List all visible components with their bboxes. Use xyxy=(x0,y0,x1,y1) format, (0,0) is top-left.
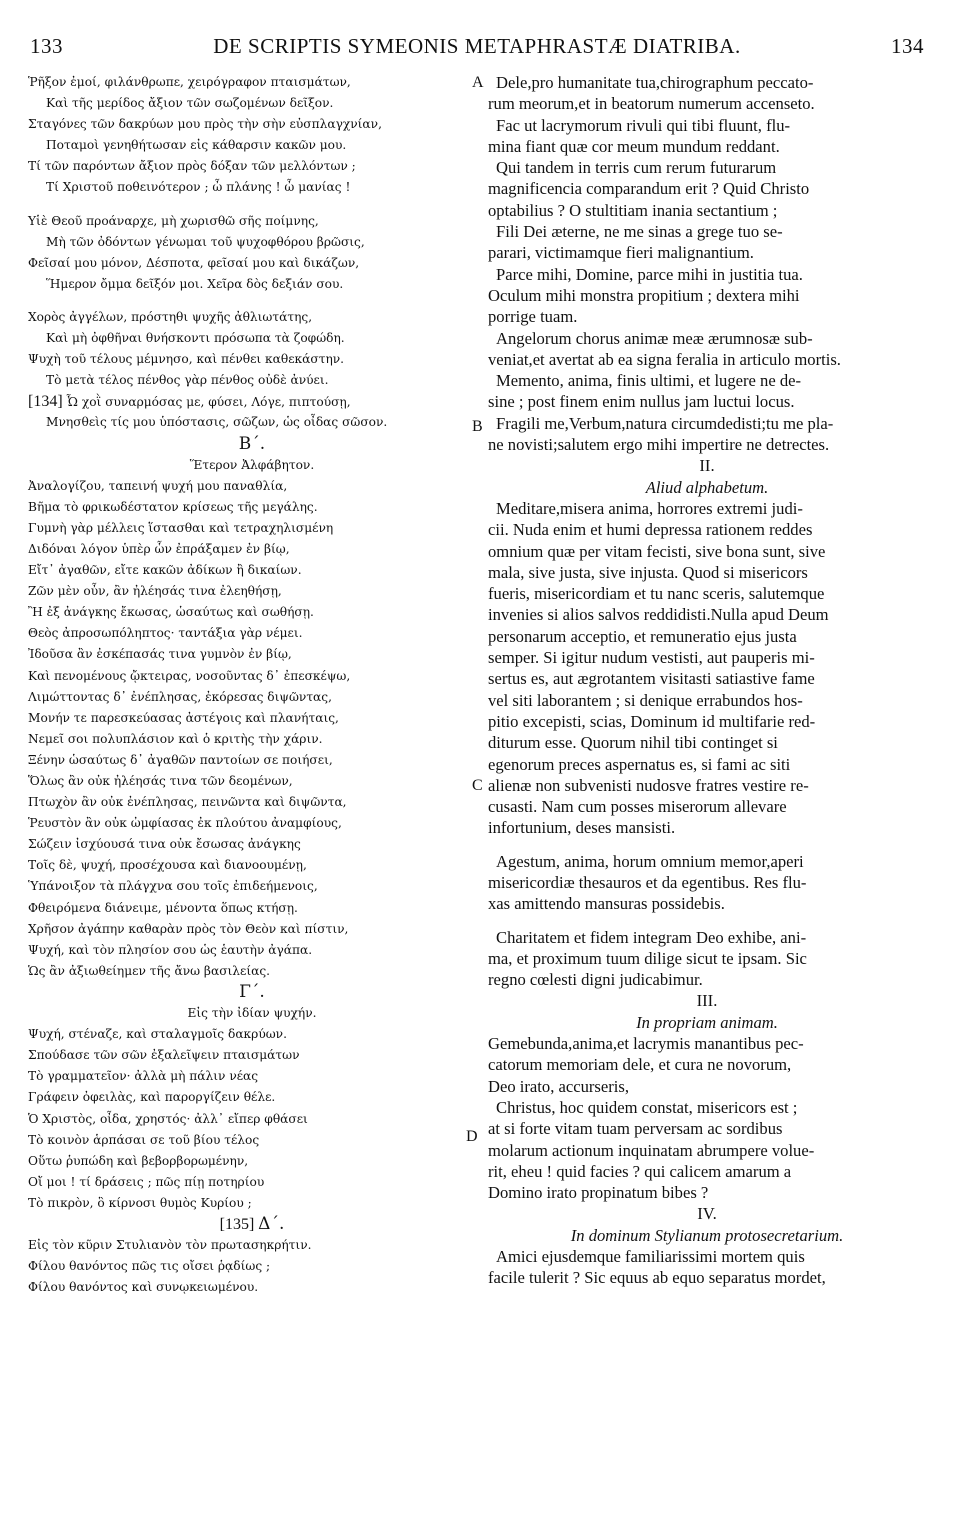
section-numeral-d: Δ΄. xyxy=(258,1213,285,1234)
latin-line: Oculum mihi monstra propitium ; dextera mihi xyxy=(488,285,800,305)
latin-line: Fragili me,Verbum,natura circumdedisti;tu me pla- xyxy=(496,413,834,433)
greek-line: Τὸ μετὰ τέλος πένθος γὰρ πένθος οὐδὲ ἀνύει. xyxy=(46,373,329,388)
greek-line: Τὸ γραμματεῖον· ἀλλὰ μὴ πάλιν νέας xyxy=(28,1069,259,1084)
greek-line: Ἥμερον ὄμμα δεῖξόν μοι. Χεῖρα δὸς δεξιάν σου. xyxy=(46,276,344,291)
greek-line: Χορὸς ἀγγέλων, πρόστηθι ψυχῆς ἀθλιωτάτης, xyxy=(28,309,313,324)
greek-line: Ὡς ἂν ἀξιωθείημεν τῆς ἄνω βασιλείας. xyxy=(28,963,271,978)
latin-line: Parce mihi, Domine, parce mihi in justitia tua. xyxy=(496,264,803,284)
latin-line: facile tulerit ? Sic equus ab equo separatus mordet, xyxy=(488,1268,826,1288)
latin-line: Deo irato, accurseris, xyxy=(488,1076,629,1096)
latin-line: regno cœlesti digni judicabimur. xyxy=(488,970,703,990)
margin-marker-c: C xyxy=(472,777,483,794)
greek-line: Φεῖσαί μου μόνον, Δέσποτα, φεῖσαί μου καὶ δικάζων, xyxy=(28,255,360,270)
greek-line: Μονήν τε παρεσκεύασας ἀστέγοις καὶ πλανήταις, xyxy=(28,710,339,725)
greek-line: Διδόναι λόγον ὑπὲρ ὧν ἐπράξαμεν ἐν βίῳ, xyxy=(28,541,290,556)
latin-line: Agestum, anima, horum omnium memor,aperi xyxy=(496,851,804,871)
greek-line: Καὶ πενομένους ᾤκτειρας, νοσοῦντας δ᾽ ἐπεσκέψω, xyxy=(28,668,351,683)
margin-marker-b: B xyxy=(472,418,483,435)
section-numeral-g: Γ΄. xyxy=(239,981,265,1002)
latin-line: vel siti laborantem ; si denique errabundos hos- xyxy=(488,690,803,710)
section-numeral-iii: III. xyxy=(696,991,718,1011)
latin-line: sertus es, aut ægrotantem visitasti satiastive fame xyxy=(488,669,815,689)
latin-line: xas amittendo mansuras possidebis. xyxy=(488,894,725,914)
latin-line: Memento, anima, finis ultimi, et lugere ne de- xyxy=(496,371,802,391)
latin-line: catorum memoriam dele, et cura ne novorum, xyxy=(488,1055,792,1075)
latin-line: egenorum preces aspernatus es, si fami ac siti xyxy=(488,754,791,774)
latin-line: Amici ejusdemque familiarissimi mortem quis xyxy=(496,1247,805,1267)
latin-line: alienæ non subvenisti nudosve fratres vestire re- xyxy=(488,775,809,795)
latin-line: cii. Nuda enim et humi depressa rationem reddes xyxy=(488,520,813,540)
greek-line: Ὅλως ἂν οὐκ ἠλέησάς τινα τῶν δεομένων, xyxy=(28,774,293,788)
greek-line: Τὸ πικρὸν, ὃ κίρνοσι θυμὸς Κυρίου ; xyxy=(28,1195,252,1210)
greek-line: Καὶ μὴ ὀφθῆναι θνήσκοντι πρόσωπα τὰ ζοφώδη. xyxy=(46,331,345,346)
latin-line: personarum acceptio, et remuneratio ejus justa xyxy=(488,626,797,646)
latin-line: mina fiant quæ cor meum mundum reddant. xyxy=(488,136,780,156)
greek-line: Μὴ τῶν ὀδόντων γένωμαι τοῦ ψυχοφθόρου βρῶσις, xyxy=(46,234,365,249)
greek-line: Εἴτ᾽ ἀγαθῶν, εἴτε κακῶν ἀδίκων ἢ δικαίων. xyxy=(28,563,302,578)
latin-line: Angelorum chorus animæ meæ ærumnosæ sub- xyxy=(496,328,813,348)
latin-line: Gemebunda,anima,et lacrymis manantibus pec- xyxy=(488,1034,804,1054)
greek-line: Χρῆσον ἀγάπην καθαρὰν πρὸς τὸν Θεὸν καὶ πίστιν, xyxy=(28,921,349,936)
greek-line: Ῥῆξον ἐμοί, φιλάνθρωπε, χειρόγραφον πταισμάτων, xyxy=(28,75,351,89)
greek-line: Γράφειν ὀφειλὰς, καὶ παροργίζειν θέλε. xyxy=(28,1090,276,1105)
greek-line: Γυμνὴ γὰρ μέλλεις ἵστασθαι καὶ τετραχηλισμένη xyxy=(28,520,334,535)
latin-line: Meditare,misera anima, horrores extremi judi- xyxy=(496,498,803,518)
latin-line: Fili Dei æterne, ne me sinas a grege tuo se- xyxy=(496,222,783,242)
latin-line: rit, eheu ! quid facies ? qui calicem amarum a xyxy=(488,1161,792,1181)
section-heading: Εἰς τὴν ἰδίαν ψυχήν. xyxy=(187,1006,317,1021)
latin-line: parari, victimamque fieri malignantium. xyxy=(488,243,754,263)
latin-line: Charitatem et fidem integram Deo exhibe, ani- xyxy=(496,927,807,947)
greek-line: Ῥευστὸν ἂν οὐκ ὠμφίασας ἐκ πλούτου ἀναμφίους, xyxy=(28,816,342,831)
bracket-page-ref-135: [135] xyxy=(219,1215,255,1233)
section-heading: In propriam animam. xyxy=(636,1012,778,1032)
section-heading: Ἕτερον Ἀλφάβητον. xyxy=(189,457,315,472)
greek-line: Τί τῶν παρόντων ἄξιον πρὸς δόξαν τῶν μελλόντων ; xyxy=(28,159,356,174)
greek-line: Ξένην ὡσαύτως δ᾽ ἀγαθῶν παντοίων σε ποιήσει, xyxy=(28,752,333,767)
latin-line: optabilius ? O stultitiam inania sectantium ; xyxy=(488,200,778,220)
latin-line: veniat,et avertat ab ea signa feralia in articulo mortis. xyxy=(488,349,841,369)
latin-line: misericordiæ thesauros et da egentibus. Res flu- xyxy=(488,872,807,892)
greek-line: Ψυχή, καὶ τὸν πλησίον σου ὡς ἑαυτὴν ἀγάπα. xyxy=(28,942,313,957)
greek-line: Ὁ Χριστὸς, οἶδα, χρηστός· ἀλλ᾽ εἴπερ φθάσει xyxy=(28,1111,308,1126)
greek-line: Θεὸς ἀπροσωπόληπτος· ταντάξια γὰρ νέμει. xyxy=(28,626,303,641)
latin-line: mala, sive justa, sive injusta. Quod si misericors xyxy=(488,562,808,582)
greek-line: Σώζειν ἰσχύουσά τινα οὐκ ἔσωσας ἀνάγκης xyxy=(28,837,301,852)
margin-marker-d: D xyxy=(466,1128,478,1145)
greek-line: Τὸ κοινὸν ἁρπάσαι σε τοῦ βίου τέλος xyxy=(28,1132,260,1147)
latin-column xyxy=(488,72,926,1289)
greek-line: Εἰς τὸν κῦριν Στυλιανὸν τὸν πρωτασηκρήτιν. xyxy=(28,1238,312,1253)
greek-line: Οἴ μοι ! τί δράσεις ; πῶς πίῃ ποτηρίου xyxy=(28,1174,265,1189)
latin-line: fueris, misericordiam et tu nanc sceris, salutemque xyxy=(488,584,825,604)
page-number-right: 134 xyxy=(891,34,924,58)
latin-line: ma, et proximum tuum dilige sicut te ipsam. Sic xyxy=(488,948,807,968)
latin-line: Domino irato propinatum bibes ? xyxy=(488,1183,709,1203)
latin-line: invenies si alios salvos reddidisti.Nulla apud Deum xyxy=(488,605,829,625)
greek-line: Ὑπάνοιξον τὰ πλάγχνα σου τοῖς ἐπιδεήμενοις, xyxy=(28,879,318,894)
greek-line: Σταγόνες τῶν δακρύων μου πρὸς τὴν σὴν εὐσπλαγχνίαν, xyxy=(28,117,382,132)
greek-line: Ψυχή, στέναζε, καὶ σταλαγμοῖς δακρύων. xyxy=(28,1027,287,1042)
section-numeral-b: Β΄. xyxy=(238,433,266,454)
greek-line: Ὦ χοῒ συναρμόσας με, φύσει, Λόγε, πιπτούσῃ, xyxy=(66,395,351,410)
section-heading: In dominum Stylianum protosecretarium. xyxy=(570,1225,844,1245)
greek-line: Μνησθεὶς τίς μου ὑπόστασις, σῶζων, ὡς οἶδας σῶσον. xyxy=(46,415,388,430)
running-header xyxy=(30,34,924,64)
greek-line: Φθειρόμενα διάνειμε, μένοντα ὅπως κτήσῃ. xyxy=(28,900,298,915)
greek-line: Τί Χριστοῦ ποθεινότερον ; ὦ πλάνης ! ὦ μανίας ! xyxy=(46,180,351,195)
greek-line: Ἰδοῦσα ἂν ἐσκέπασάς τινα γυμνὸν ἐν βίῳ, xyxy=(28,647,292,662)
latin-line: omnium quæ per vitam fecisti, sive bona sunt, sive xyxy=(488,541,826,561)
greek-line: Ποταμοὶ γενηθήτωσαν εἰς κάθαρσιν κακῶν μου. xyxy=(46,138,347,153)
latin-line: semper. Si igitur nudum vestisti, aut pauperis mi- xyxy=(488,648,815,668)
latin-line: at si forte vitam tuam perversam ac sordibus xyxy=(488,1119,783,1139)
section-numeral-ii: II. xyxy=(699,456,715,476)
latin-line: Christus, hoc quidem constat, misericors est ; xyxy=(496,1097,798,1117)
latin-line: diturum esse. Quorum nihil tibi continget si xyxy=(488,733,778,753)
latin-line: porrige tuam. xyxy=(488,307,578,327)
latin-line: sine ; post finem enim nullus jam luctui locus. xyxy=(488,392,795,412)
greek-line: Καὶ τῆς μερίδος ἄξιον τῶν σωζομένων δεῖξον. xyxy=(46,96,334,111)
greek-line: Ἢ ἐξ ἀνάγκης ἔκωσας, ὡσαύτως καὶ σωθήσῃ. xyxy=(28,605,314,620)
page-number-left: 133 xyxy=(30,34,63,58)
latin-line: infortunium, deses mansisti. xyxy=(488,818,676,838)
latin-line: Fac ut lacrymorum rivuli qui tibi fluunt, flu- xyxy=(496,115,791,135)
latin-line: ne novisti;salutem ergo mihi impertire ne detrectes. xyxy=(488,435,830,455)
latin-line: rum meorum,et in beatorum numerum accenseto. xyxy=(488,94,815,114)
section-heading: Aliud alphabetum. xyxy=(645,477,769,497)
greek-line: Ζῶν μὲν οὖν, ἂν ἠλέησάς τινα ἐλεηθήσῃ, xyxy=(28,584,282,599)
greek-line: Σπούδασε τῶν σῶν ἐξαλεῖψειν πταισμάτων xyxy=(28,1048,300,1063)
greek-line: Πτωχὸν ἂν οὐκ ἐνέπλησας, πεινῶντα καὶ διψῶντα, xyxy=(28,795,347,810)
greek-line: Φίλου θανόντος καὶ συνῳκειωμένου. xyxy=(28,1280,259,1295)
greek-line: Νεμεῖ σοι πολυπλάσιον καὶ ὁ κριτὴς τὴν χάριν. xyxy=(28,731,323,746)
bracket-page-ref-134: [134] xyxy=(28,393,63,411)
latin-line: Qui tandem in terris cum rerum futurarum xyxy=(496,158,777,178)
greek-line: Οὕτω ῥυπώδη καὶ βεβορβορωμένην, xyxy=(28,1153,249,1168)
latin-line: Dele,pro humanitate tua,chirographum peccato- xyxy=(496,73,814,92)
greek-line: Βῆμα τὸ φρικωδέστατον κρίσεως τῆς μεγάλης. xyxy=(28,499,318,514)
latin-line: pitio excepisti, scias, Dominum id multifarie red- xyxy=(488,711,816,731)
section-numeral-iv: IV. xyxy=(697,1204,717,1224)
greek-line: Φίλου θανόντος πῶς τις οἴσει ῥᾳδίως ; xyxy=(28,1259,271,1274)
running-title: DE SCRIPTIS SYMEONIS METAPHRASTÆ DIATRIBA. xyxy=(213,34,741,58)
margin-marker-a: A xyxy=(472,74,484,91)
greek-column xyxy=(28,72,476,1298)
latin-line: molarum actionum inquinatam abrumpere volue- xyxy=(488,1140,815,1160)
greek-line: Υἱὲ Θεοῦ προάναρχε, μὴ χωρισθῶ σῆς ποίμνης, xyxy=(28,213,319,228)
greek-line: Τοῖς δὲ, ψυχή, προσέχουσα καὶ διανοουμένῃ, xyxy=(28,858,307,873)
greek-line: Ψυχὴ τοῦ τέλους μέμνησο, καὶ πένθει καθεκάστην. xyxy=(28,352,345,367)
latin-line: magnificencia comparandum erit ? Quid Christo xyxy=(488,179,810,199)
latin-line: cusasti. Nam cum posses miserorum allevare xyxy=(488,797,787,817)
greek-line: Ἀναλογίζου, ταπεινή ψυχή μου παναθλία, xyxy=(28,478,288,493)
greek-line: Λιμώττοντας δ᾽ ἐνέπλησας, ἐκόρεσας διψῶντας, xyxy=(28,689,332,704)
